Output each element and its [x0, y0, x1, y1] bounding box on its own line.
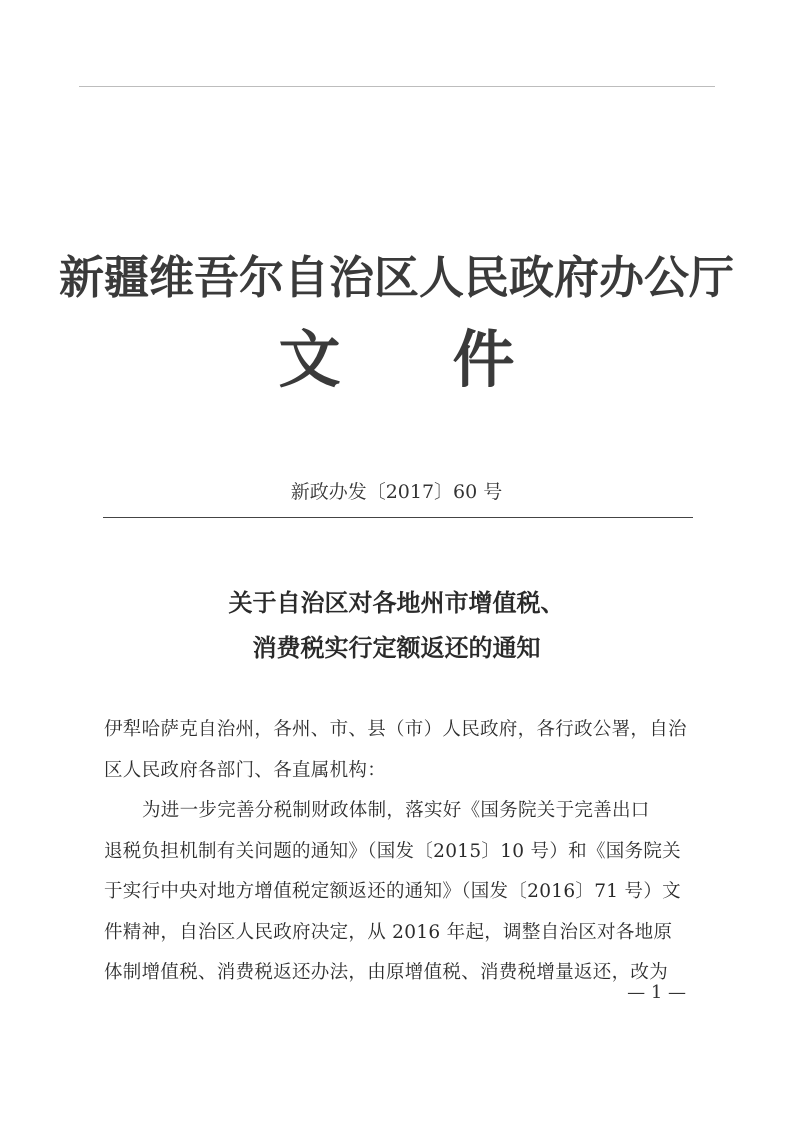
document-number: 新政办发〔2017〕60 号	[290, 481, 503, 503]
header-divider	[103, 517, 693, 518]
doc-type-char-2: 件	[452, 323, 515, 396]
body-paragraph-line-4: 件精神，自治区人民政府决定，从 2016 年起，调整自治区对各地原	[104, 922, 673, 943]
issuing-organization: 新疆维吾尔自治区人民政府办公厅	[58, 251, 734, 304]
top-divider	[79, 86, 715, 87]
document-type-heading	[0, 322, 793, 398]
body-paragraph-line-5: 体制增值税、消费税返还办法，由原增值税、消费税增量返还，改为	[104, 962, 669, 983]
body-paragraph-line-1: 为进一步完善分税制财政体制，落实好《国务院关于完善出口	[142, 800, 650, 821]
notice-title-line-2: 消费税实行定额返还的通知	[252, 633, 541, 662]
page-number: — 1 —	[627, 982, 686, 1003]
recipients-line-1: 伊犁哈萨克自治州，各州、市、县（市）人民政府，各行政公署，自治	[104, 719, 687, 740]
notice-title-line-1: 关于自治区对各地州市增值税、	[228, 588, 565, 617]
doc-type-char-1: 文	[278, 323, 341, 396]
recipients-line-2: 区人民政府各部门、各直属机构：	[104, 760, 387, 781]
body-paragraph-line-3: 于实行中央对地方增值税定额返还的通知》（国发〔2016〕71 号）文	[104, 881, 681, 902]
body-paragraph-line-2: 退税负担机制有关问题的通知》（国发〔2015〕10 号）和《国务院关	[104, 841, 681, 862]
